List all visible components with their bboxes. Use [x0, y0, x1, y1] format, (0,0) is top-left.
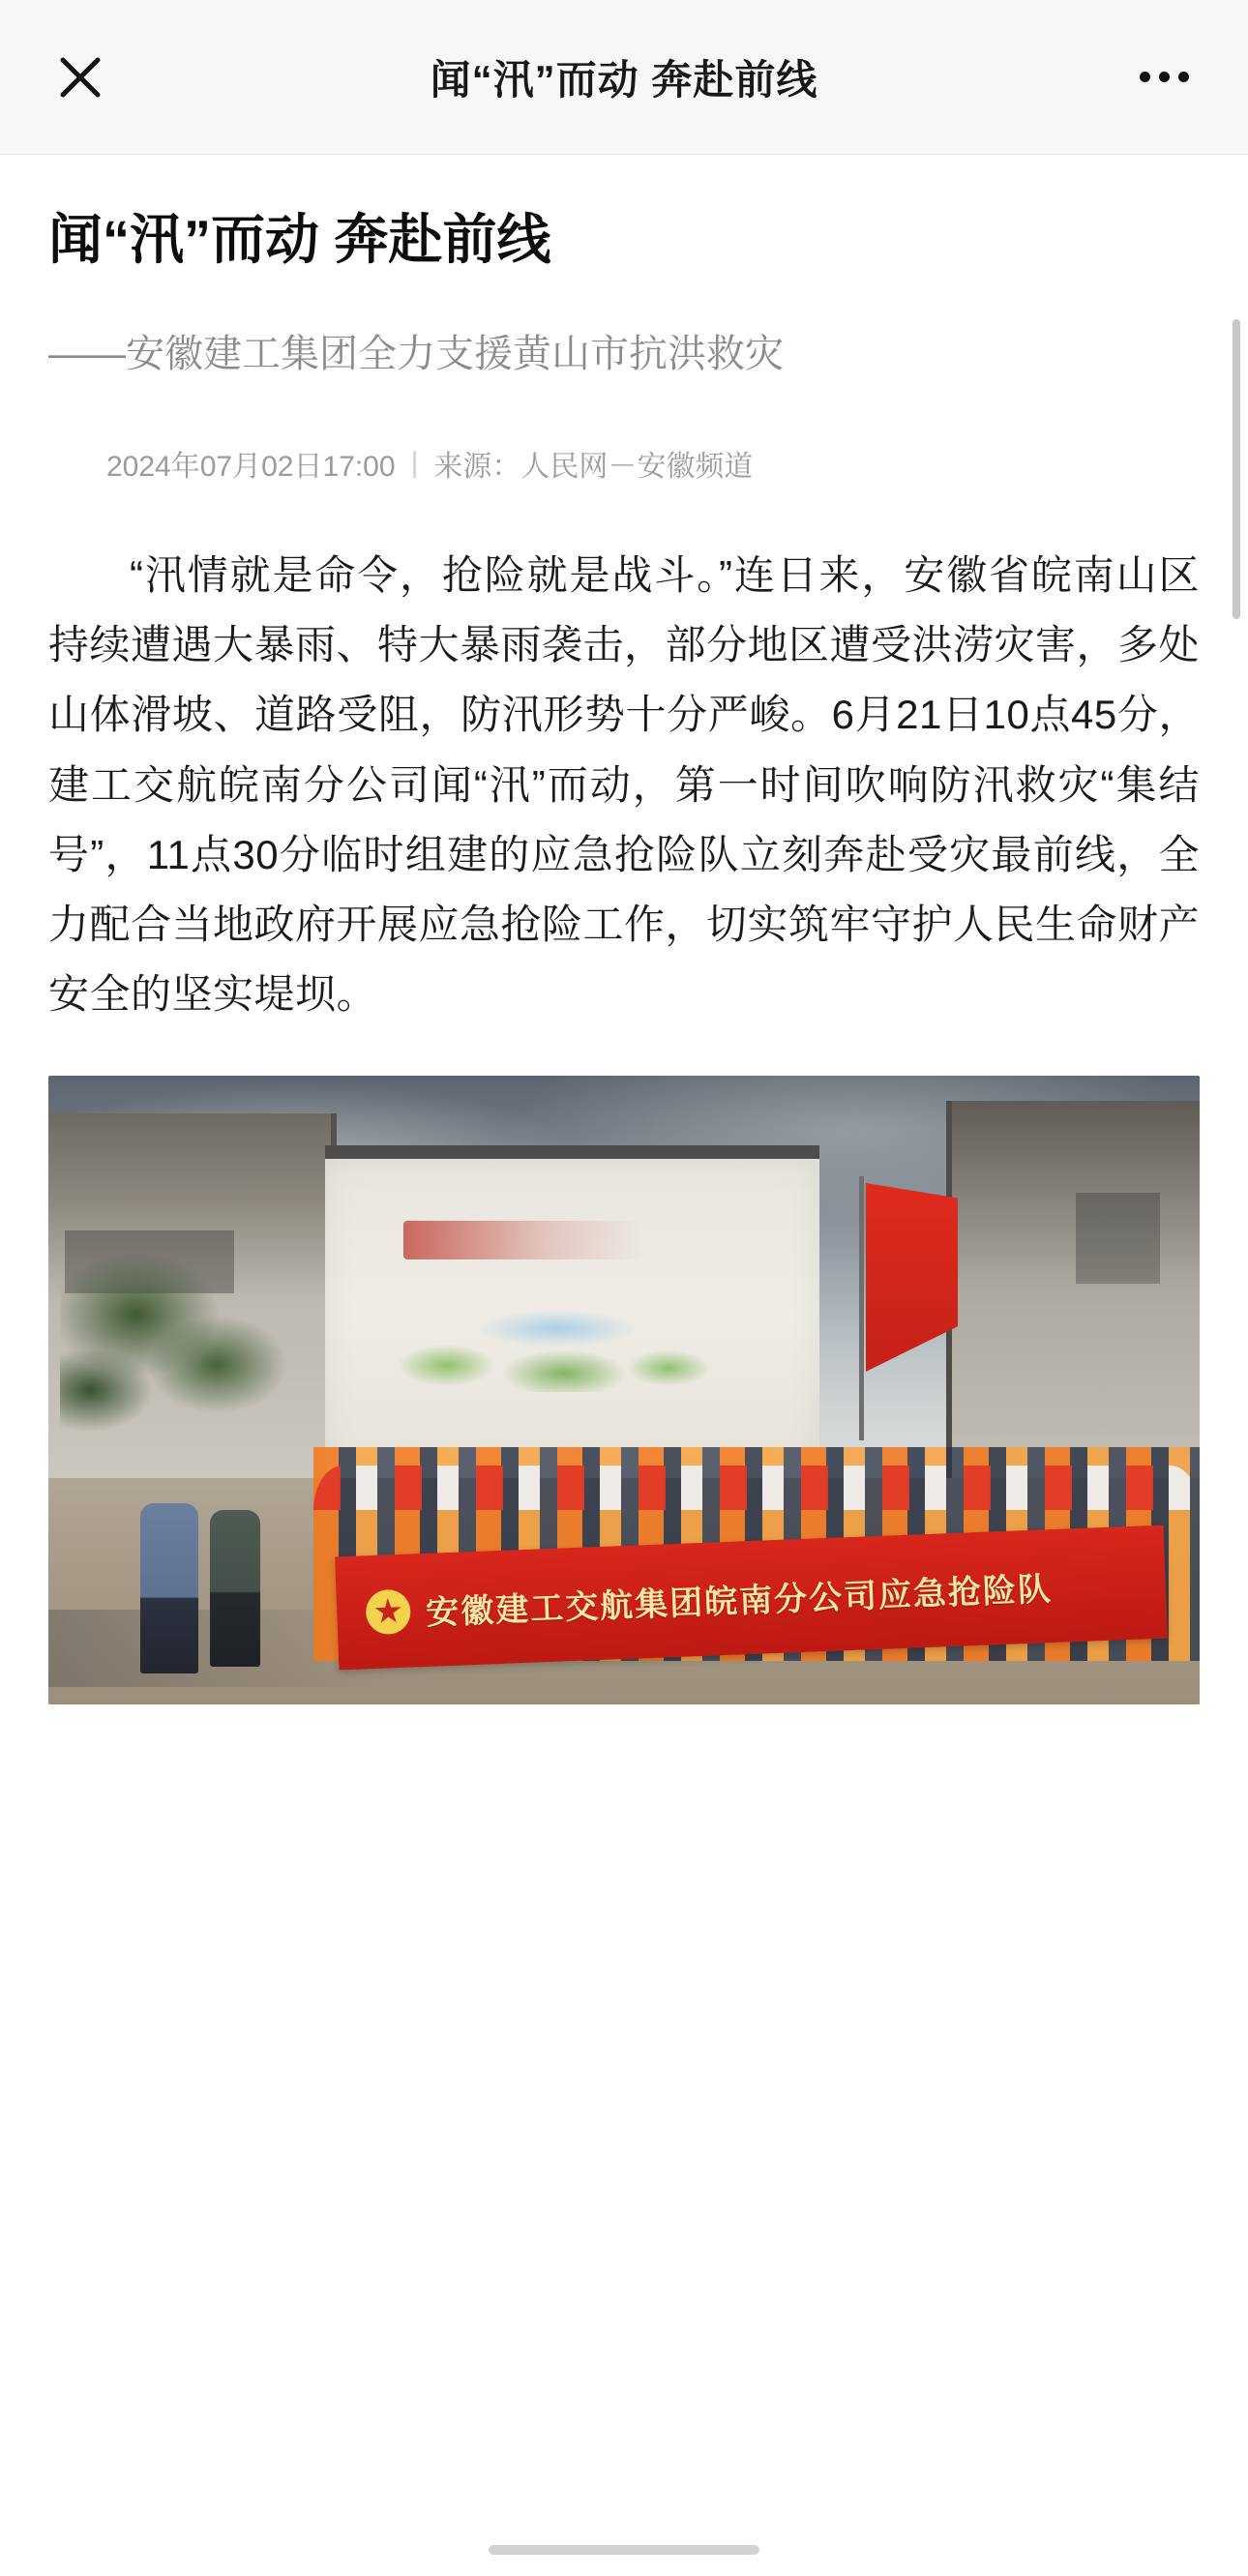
- more-dot-2: [1159, 72, 1170, 82]
- more-dot-3: [1178, 72, 1189, 82]
- photo-person-left-2: [210, 1510, 260, 1668]
- photo-flagpole: [859, 1176, 864, 1440]
- article-subheadline: ——安徽建工集团全力支援黄山市抗洪救灾: [48, 332, 784, 375]
- article-meta: [48, 442, 1200, 485]
- article-figure[interactable]: [48, 1076, 1200, 1704]
- source-label: 来源：: [433, 450, 521, 483]
- page-title: 闻“汛”而动 奔赴前线: [430, 56, 818, 103]
- home-indicator: [489, 2545, 759, 2555]
- article-content: [0, 155, 1248, 1704]
- article-paragraph: “汛情就是命令，抢险就是战斗。”连日来，安徽省皖南山区持续遭遇大暴雨、特大暴雨袭击，部分地区遭受洪涝灾害，多处山体滑坡、道路受阻，防汛形势十分严峻。6月21日10点45分，建工交航皖南分公司闻“汛”而动，第一时间吹响防汛救灾“集结号”，11点30分临时组建的应急抢险队立刻奔赴受灾最前线，全力配合当地政府开展应急抢险工作，切实筑牢守护人民生命财产安全的坚实堤坝。: [48, 551, 1201, 1018]
- photo-trees: [60, 1214, 313, 1466]
- banner-emblem-icon: [365, 1588, 411, 1635]
- source-name[interactable]: 人民网－安徽频道: [520, 450, 754, 483]
- more-options-icon[interactable]: [1130, 47, 1198, 107]
- photo-helmets: [313, 1466, 1200, 1510]
- photo-person-left-1: [140, 1503, 198, 1673]
- close-icon[interactable]: [50, 47, 110, 107]
- figure-photo: [48, 1076, 1200, 1704]
- publish-datetime: 2024年07月02日17:00: [106, 450, 396, 483]
- navigation-bar: [0, 0, 1248, 155]
- more-dot-1: [1140, 72, 1150, 82]
- vertical-scrollbar[interactable]: [1233, 319, 1240, 619]
- article-headline: 闻“汛”而动 奔赴前线: [48, 209, 551, 270]
- banner-text: 安徽建工交航集团皖南分公司应急抢险队: [425, 1571, 1054, 1633]
- meta-separator: |: [410, 446, 419, 479]
